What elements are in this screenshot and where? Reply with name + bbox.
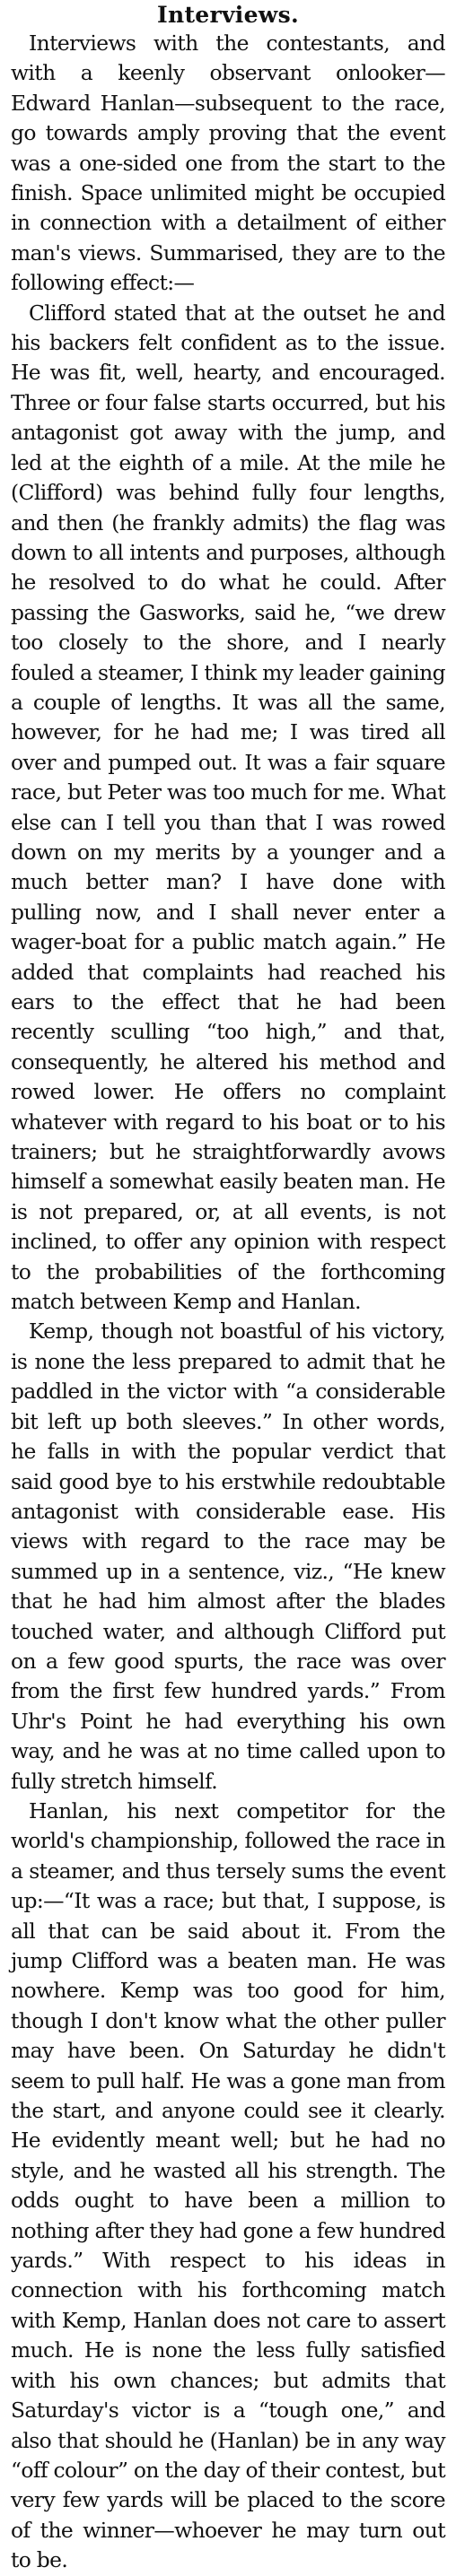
paragraph-hanlan: Hanlan, his next competitor for the world's championship, followed the race in a steamer, and thus tersely sums the event up:—“It was a race; but that, I suppose, is all that can be said about it. From the jump Clifford was a beaten man. He was nowhere. Kemp was too good for him, though I don't know what the other puller may have been. On Saturday he didn't seem to pull half. He was a gone man from the start, and anyone could see it clearly. He evidently meant well; but he had no style, and he wasted all his strength. The odds ought to have been a million to nothing after they had gone a few hundred yards.” With respect to his ideas in connection with his forthcoming match with Kemp, Hanlan does not care to assert much. He is none the less fully satisfied with his own chances; but admits that Saturday's victor is a “tough one,” and also that should he (Hanlan) be in any way “off colour” on the day of their contest, but very few yards will be placed to the score of the winner—whoever he may turn out to be. xyxy=(11,1797,445,2573)
paragraph-intro: Interviews with the contestants, and with a keenly observant onlooker—Edward Hanlan—subsequent to the race, go towards amply proving that the event was a one-sided one from the start to the finish. Space unlimited might be occupied in connection with a detailment of either man's views. Summarised, they are to the following effect:— xyxy=(11,30,445,296)
article-headline: Interviews. xyxy=(156,2,300,28)
paragraph-kemp: Kemp, though not boastful of his victory, is none the less prepared to admit that he paddled in the victor with “a considerable bit left up both sleeves.” In other words, he falls in with the popular verdict that said good bye to his erstwhile redoubtable antagonist with considerable ease. His views with regard to the race may be summed up in a sentence, viz., “He knew that he had him almost after the blades touched water, and although Clifford put on a few good spurts, the race was over from the first few hundred yards.” From Uhr's Point he had everything his own way, and he was at no time called upon to fully stretch himself. xyxy=(11,1318,445,1794)
paragraph-clifford: Clifford stated that at the outset he and his backers felt confident as to the issue. He was fit, well, hearty, and encouraged. Three or four false starts occurred, but his antagonist got away with the jump, and led at the eighth of a mile. At the mile he (Clifford) was behind fully four lengths, and then (he frankly admits) the flag was down to all intents and purposes, although he resolved to do what he could. After passing the Gasworks, said he, “we drew too closely to the shore, and I nearly fouled a steamer, I think my leader gaining a couple of lengths. It was all the same, however, for he had me; I was tired all over and pumped out. It was a fair square race, but Peter was too much for me. What else can I tell you than that I was rowed down on my merits by a younger and a much better man? I have done with pulling now, and I shall never enter a wager-boat for a public match again.” He added that complaints had reached his ears to the effect that he had been recently sculling “too high,” and that, consequently, he altered his method and rowed lower. He offers no complaint whatever with regard to his boat or to his trainers; but he straightforwardly avows himself a somewhat easily beaten man. He is not prepared, or, at all events, is not inclined, to offer any opinion with respect to the probabilities of the forthcoming match between Kemp and Hanlan. xyxy=(11,300,445,1315)
